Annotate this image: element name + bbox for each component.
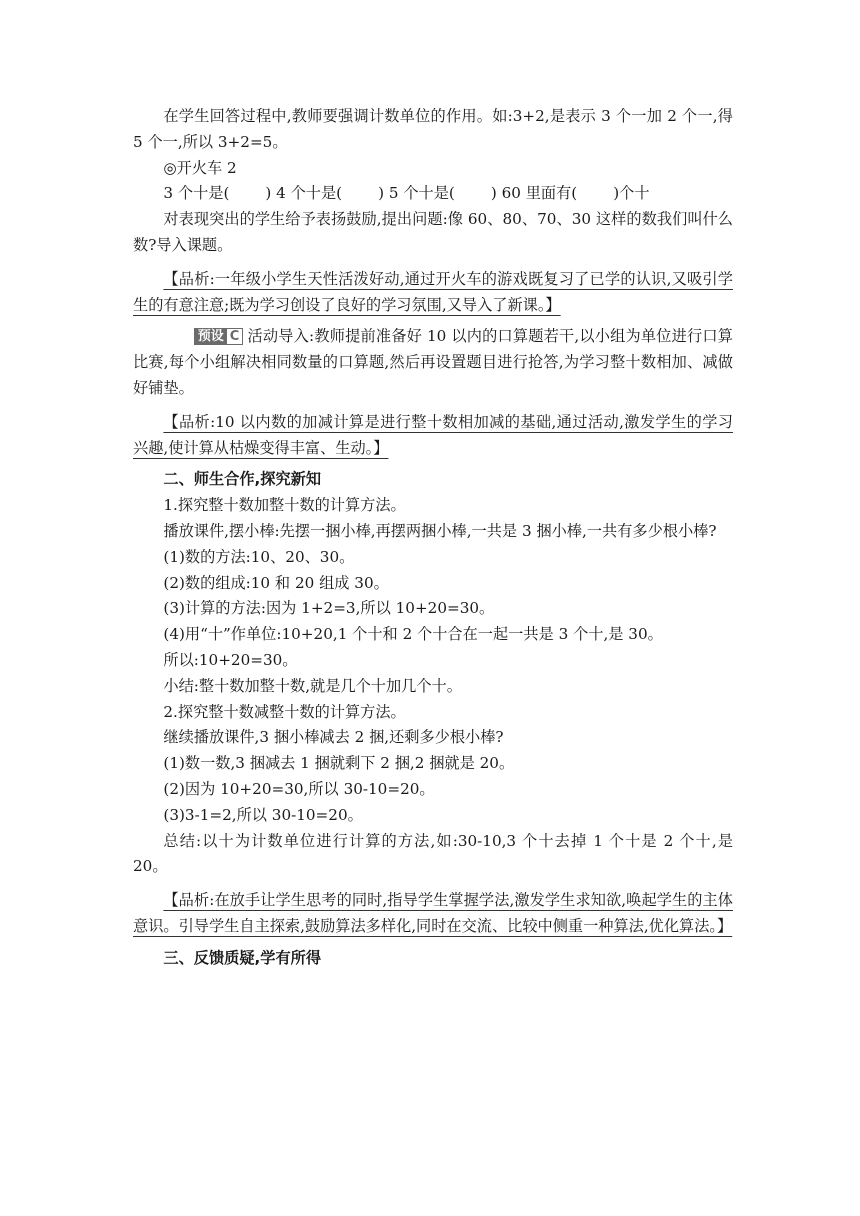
blank-text-1: 3 个十是( bbox=[163, 184, 230, 203]
subsection-1-item-4: (4)用“十”作单位:10+20,1 个十和 2 个十合在一起一共是 3 个十,是 30。 bbox=[163, 625, 663, 644]
analysis-note-2: 【品析:10 以内数的加减计算是进行整十数相加减的基础,通过活动,激发学生的学习兴趣,使计算从枯燥变得丰富、生动。】 bbox=[133, 412, 733, 457]
paragraph-counting-unit: 在学生回答过程中,教师要强调计数单位的作用。如:3+2,是表示 3 个一加 2 个一,得 5 个一,所以 3+2=5。 bbox=[133, 107, 733, 151]
subsection-2-item-3: (3)3-1=2,所以 30-10=20。 bbox=[163, 805, 363, 824]
subsection-1-item-1: (1)数的方法:10、20、30。 bbox=[163, 547, 355, 566]
blank-text-2: ) 4 个十是( bbox=[265, 184, 343, 203]
subsection-2-summary: 总结:以十为计数单位进行计算的方法,如:30-10,3 个十去掉 1 个十是 2 个十,是 20。 bbox=[133, 831, 733, 876]
blank-text-3: ) 5 个十是( bbox=[378, 184, 455, 203]
subsection-1-item-3: (3)计算的方法:因为 1+2=3,所以 10+20=30。 bbox=[163, 599, 495, 618]
blank-text-4: ) 60 里面有( bbox=[490, 184, 578, 203]
subsection-1-intro: 播放课件,摆小棒:先摆一捆小棒,再摆两捆小棒,一共是 3 捆小棒,一共有多少根小棒? bbox=[163, 521, 717, 540]
blank-text-5: )个十 bbox=[613, 184, 650, 203]
analysis-note-3: 【品析:在放手让学生思考的同时,指导学生掌握学法,激发学生求知欲,唤起学生的主体意识。引导学生自主探索,鼓励算法多样化,同时在交流、比较中侧重一种算法,优化算法。】 bbox=[133, 891, 733, 935]
preset-c-badge bbox=[163, 328, 243, 346]
subsection-2-intro: 继续播放课件,3 捆小棒减去 2 捆,还剩多少根小棒? bbox=[163, 728, 504, 747]
document-page bbox=[133, 104, 733, 972]
subsection-1-item-2: (2)数的组成:10 和 20 组成 30。 bbox=[163, 573, 389, 592]
subsection-1-conclusion: 所以:10+20=30。 bbox=[163, 650, 298, 669]
badge-text: 预设 bbox=[194, 328, 227, 345]
paragraph-train-game-2: ◎开火车 2 bbox=[163, 158, 237, 177]
analysis-note-1: 【品析:一年级小学生天性活泼好动,通过开火车的游戏既复习了已学的认识,又吸引学生的有意注意;既为学习创设了良好的学习氛围,又导入了新课。】 bbox=[133, 269, 733, 314]
section-heading-2: 二、师生合作,探究新知 bbox=[163, 470, 322, 489]
subsection-2-item-1: (1)数一数,3 捆减去 1 捆就剩下 2 捆,2 捆就是 20。 bbox=[163, 754, 515, 773]
preset-c-text: 活动导入:教师提前准备好 10 以内的口算题若干,以小组为单位进行口算比赛,每个小组解决相同数量的口算题,然后再设置题目进行抢答,为学习整十数相加、减做好铺垫。 bbox=[133, 327, 733, 397]
subsection-1-summary: 小结:整十数加整十数,就是几个十加几个十。 bbox=[163, 676, 462, 695]
subsection-2-title: 2.探究整十数减整十数的计算方法。 bbox=[163, 702, 406, 721]
subsection-1-title: 1.探究整十数加整十数的计算方法。 bbox=[163, 496, 406, 515]
section-heading-3: 三、反馈质疑,学有所得 bbox=[163, 948, 322, 967]
paragraph-fill-blanks bbox=[133, 181, 733, 207]
paragraph-preset-c bbox=[133, 324, 733, 401]
subsection-2-item-2: (2)因为 10+20=30,所以 30-10=20。 bbox=[163, 779, 435, 798]
paragraph-praise-question: 对表现突出的学生给予表扬鼓励,提出问题:像 60、80、70、30 这样的数我们叫什么数?导入课题。 bbox=[133, 210, 733, 254]
badge-letter: C bbox=[226, 328, 244, 345]
